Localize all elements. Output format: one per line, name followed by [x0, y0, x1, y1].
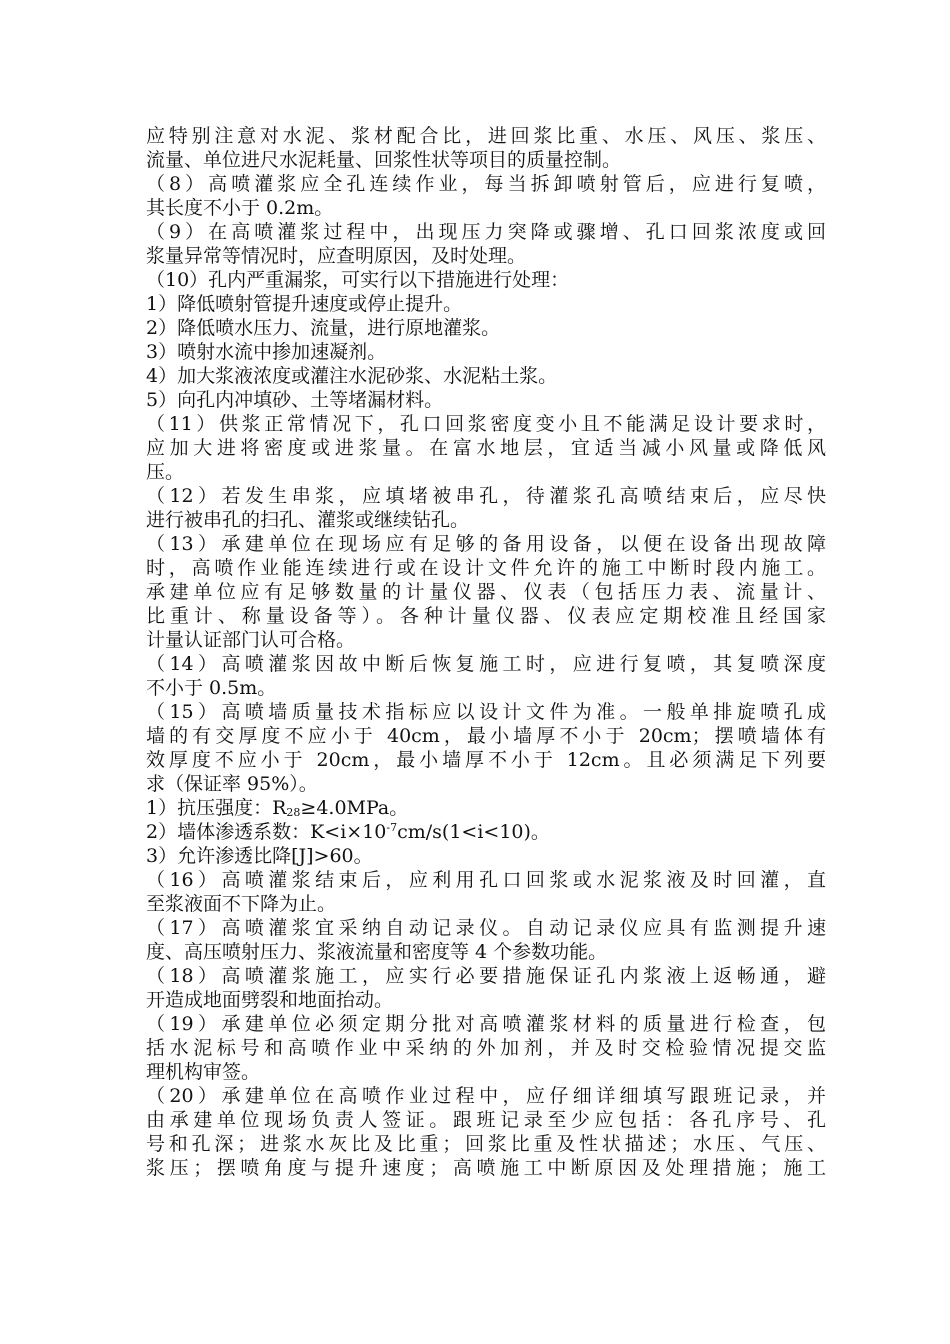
strength-prefix: 1）抗压强度：R	[146, 797, 287, 819]
text-line: 5）向孔内冲填砂、土等堵漏材料。	[146, 389, 444, 411]
text-line: 时，高喷作业能连续进行或在设计文件允许的施工中断时段内施工。	[146, 557, 826, 579]
text-line: 理机构审签。	[146, 1061, 261, 1083]
text-line: 4）加大浆液浓度或灌注水泥砂浆、水泥粘土浆。	[146, 365, 558, 387]
text-line: 求（保证率 95%）。	[146, 773, 318, 795]
text-line: 比重计、称量设备等）。各种计量仪器、仪表应定期校准且经国家	[146, 605, 826, 627]
compressive-strength-line	[146, 796, 826, 820]
text-line: 2）降低喷水压力、流量，进行原地灌浆。	[146, 317, 501, 339]
text-line: 至浆液面不下降为止。	[146, 893, 337, 915]
text-line: 1）降低喷射管提升速度或停止提升。	[146, 293, 463, 315]
text-line: 3）允许渗透比降[J]>60。	[146, 845, 373, 867]
text-line: 号和孔深；进浆水灰比及比重；回浆比重及性状描述；水压、气压、	[146, 1133, 826, 1155]
text-line: 应特别注意对水泥、浆材配合比，进回浆比重、水压、风压、浆压、	[146, 125, 826, 147]
paragraph-lines-bottom	[146, 844, 826, 1180]
text-line: 括水泥标号和高喷作业中采纳的外加剂，并及时交检验情况提交监	[146, 1037, 826, 1059]
text-line: 度、高压喷射压力、浆液流量和密度等 4 个参数功能。	[146, 941, 608, 963]
text-line: 承建单位应有足够数量的计量仪器、仪表（包括压力表、流量计、	[146, 581, 826, 603]
text-line: （8）高喷灌浆应全孔连续作业，每当拆卸喷射管后，应进行复喷，	[146, 173, 826, 195]
text-line: 浆量异常等情况时，应查明原因，及时处理。	[146, 245, 527, 267]
text-line: 压。	[146, 461, 185, 483]
text-line: 应加大进将密度或进浆量。在富水地层，宜适当减小风量或降低风	[146, 437, 826, 459]
text-line: （15）高喷墙质量技术指标应以设计文件为准。一般单排旋喷孔成	[146, 701, 826, 723]
strength-subscript: 28	[286, 806, 301, 819]
text-line: （19）承建单位必须定期分批对高喷灌浆材料的质量进行检查，包	[146, 1013, 826, 1035]
text-line: 效厚度不应小于 20cm，最小墙厚不小于 12cm。且必须满足下列要	[146, 749, 826, 771]
text-line: （18）高喷灌浆施工，应实行必要措施保证孔内浆液上返畅通，避	[146, 965, 826, 987]
text-line: （13）承建单位在现场应有足够的备用设备，以便在设备出现故障	[146, 533, 826, 555]
text-line: （17）高喷灌浆宜采纳自动记录仪。自动记录仪应具有监测提升速	[146, 917, 826, 939]
permeability-exponent: -7	[386, 821, 398, 834]
text-line: 流量、单位进尺水泥耗量、回浆性状等项目的质量控制。	[146, 149, 622, 171]
text-line: 由承建单位现场负责人签证。跟班记录至少应包括：各孔序号、孔	[146, 1109, 826, 1131]
permeability-prefix: 2）墙体渗透系数：K<i×10	[146, 821, 387, 843]
text-line: 墙的有交厚度不应小于 40cm，最小墙厚不小于 20cm；摆喷墙体有	[146, 725, 826, 747]
text-line: （20）承建单位在高喷作业过程中，应仔细详细填写跟班记录，并	[146, 1085, 826, 1107]
permeability-line	[146, 820, 826, 844]
strength-suffix: ≥4.0MPa。	[300, 797, 409, 819]
text-line: 3）喷射水流中掺加速凝剂。	[146, 341, 387, 363]
text-line: （11）供浆正常情况下，孔口回浆密度变小且不能满足设计要求时，	[146, 413, 826, 435]
permeability-suffix: cm/s(1<i<10)。	[397, 821, 550, 843]
text-line: 计量认证部门认可合格。	[146, 629, 356, 651]
text-line: 不小于 0.5m。	[146, 677, 277, 699]
text-line: （14）高喷灌浆因故中断后恢复施工时，应进行复喷，其复喷深度	[146, 653, 826, 675]
text-line: （12）若发生串浆，应填堵被串孔，待灌浆孔高喷结束后，应尽快	[146, 485, 826, 507]
text-line: 浆压；摆喷角度与提升速度；高喷施工中断原因及处理措施；施工	[146, 1157, 826, 1179]
paragraph-lines-top	[146, 124, 826, 796]
document-body	[146, 124, 826, 1180]
text-line: （16）高喷灌浆结束后，应利用孔口回浆或水泥浆液及时回灌，直	[146, 869, 826, 891]
text-line: （10）孔内严重漏浆，可实行以下措施进行处理：	[146, 269, 570, 291]
text-line: 其长度不小于 0.2m。	[146, 197, 334, 219]
text-line: 开造成地面劈裂和地面抬动。	[146, 989, 394, 1011]
text-line: 进行被串孔的扫孔、灌浆或继续钻孔。	[146, 509, 470, 531]
text-line: （9）在高喷灌浆过程中，出现压力突降或骤增、孔口回浆浓度或回	[146, 221, 826, 243]
